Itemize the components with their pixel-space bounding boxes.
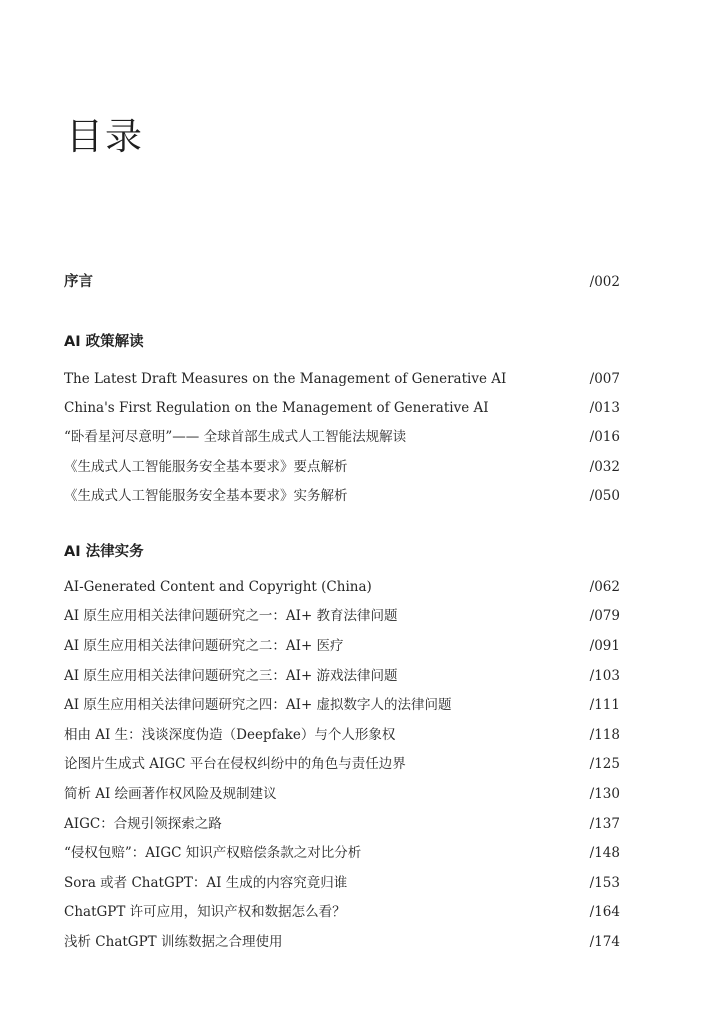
- toc-entry[interactable]: [64, 902, 620, 922]
- toc-entry[interactable]: [64, 369, 620, 389]
- toc-entry[interactable]: [64, 843, 620, 863]
- entry-page-number: /148: [589, 845, 620, 861]
- entry-title: China's First Regulation on the Management of Generative AI: [64, 400, 489, 416]
- entry-page-number: /062: [589, 579, 620, 595]
- entry-title: 序言: [64, 274, 93, 290]
- toc-entry[interactable]: [64, 784, 620, 804]
- entry-title: AI 原生应用相关法律问题研究之二：AI+ 医疗: [64, 638, 344, 654]
- toc-entry[interactable]: [64, 427, 620, 447]
- toc-entry-preface[interactable]: [64, 272, 620, 292]
- entry-page-number: /103: [589, 668, 620, 684]
- entry-title: 简析 AI 绘画著作权风险及规制建议: [64, 786, 277, 802]
- toc-entry[interactable]: [64, 636, 620, 656]
- entry-page-number: /079: [589, 608, 620, 624]
- entry-title: AI 原生应用相关法律问题研究之四：AI+ 虚拟数字人的法律问题: [64, 697, 452, 713]
- toc-entry[interactable]: [64, 666, 620, 686]
- entry-title: 论图片生成式 AIGC 平台在侵权纠纷中的角色与责任边界: [64, 756, 406, 772]
- entry-title: 《生成式人工智能服务安全基本要求》要点解析: [64, 459, 348, 475]
- entry-page-number: /125: [589, 756, 620, 772]
- entry-page-number: /153: [589, 875, 620, 891]
- entry-page-number: /032: [589, 459, 620, 475]
- entry-title: AI 原生应用相关法律问题研究之三：AI+ 游戏法律问题: [64, 668, 398, 684]
- entry-title: 浅析 ChatGPT 训练数据之合理使用: [64, 934, 283, 950]
- toc-entry[interactable]: [64, 486, 620, 506]
- entry-page-number: /002: [589, 274, 620, 290]
- toc-entry[interactable]: [64, 577, 620, 597]
- toc-entry[interactable]: [64, 457, 620, 477]
- toc-entry[interactable]: [64, 606, 620, 626]
- toc-entry[interactable]: [64, 814, 620, 834]
- entry-page-number: /013: [589, 400, 620, 416]
- toc-entry[interactable]: [64, 932, 620, 952]
- entry-page-number: /174: [589, 934, 620, 950]
- entry-page-number: /091: [589, 638, 620, 654]
- entry-title: AI-Generated Content and Copyright (China): [64, 579, 372, 595]
- entry-page-number: /050: [589, 488, 620, 504]
- toc-entry[interactable]: [64, 398, 620, 418]
- entry-title: 相由 AI 生：浅谈深度伪造（Deepfake）与个人形象权: [64, 727, 396, 743]
- entry-page-number: /016: [589, 429, 620, 445]
- entry-page-number: /111: [589, 697, 620, 713]
- toc-entry[interactable]: [64, 754, 620, 774]
- entry-title: AI 原生应用相关法律问题研究之一：AI+ 教育法律问题: [64, 608, 398, 624]
- entry-page-number: /007: [589, 371, 620, 387]
- entry-title: 《生成式人工智能服务安全基本要求》实务解析: [64, 488, 348, 504]
- entry-title: The Latest Draft Measures on the Management of Generative AI: [64, 371, 507, 387]
- entry-title: “侵权包赔”：AIGC 知识产权赔偿条款之对比分析: [64, 845, 362, 861]
- entry-title: Sora 或者 ChatGPT：AI 生成的内容究竟归谁: [64, 875, 348, 891]
- page-title: 目录: [66, 115, 144, 158]
- section-heading-ai-policy: AI 政策解读: [64, 334, 144, 350]
- entry-page-number: /164: [589, 904, 620, 920]
- toc-entry[interactable]: [64, 725, 620, 745]
- entry-title: AIGC：合规引领探索之路: [64, 816, 222, 832]
- entry-title: “卧看星河尽意明”—— 全球首部生成式人工智能法规解读: [64, 429, 407, 445]
- section-heading-ai-legal-practice: AI 法律实务: [64, 544, 144, 560]
- entry-page-number: /118: [589, 727, 620, 743]
- entry-page-number: /137: [589, 816, 620, 832]
- entry-title: ChatGPT 许可应用，知识产权和数据怎么看？: [64, 904, 346, 920]
- entry-page-number: /130: [589, 786, 620, 802]
- toc-entry[interactable]: [64, 695, 620, 715]
- toc-entry[interactable]: [64, 873, 620, 893]
